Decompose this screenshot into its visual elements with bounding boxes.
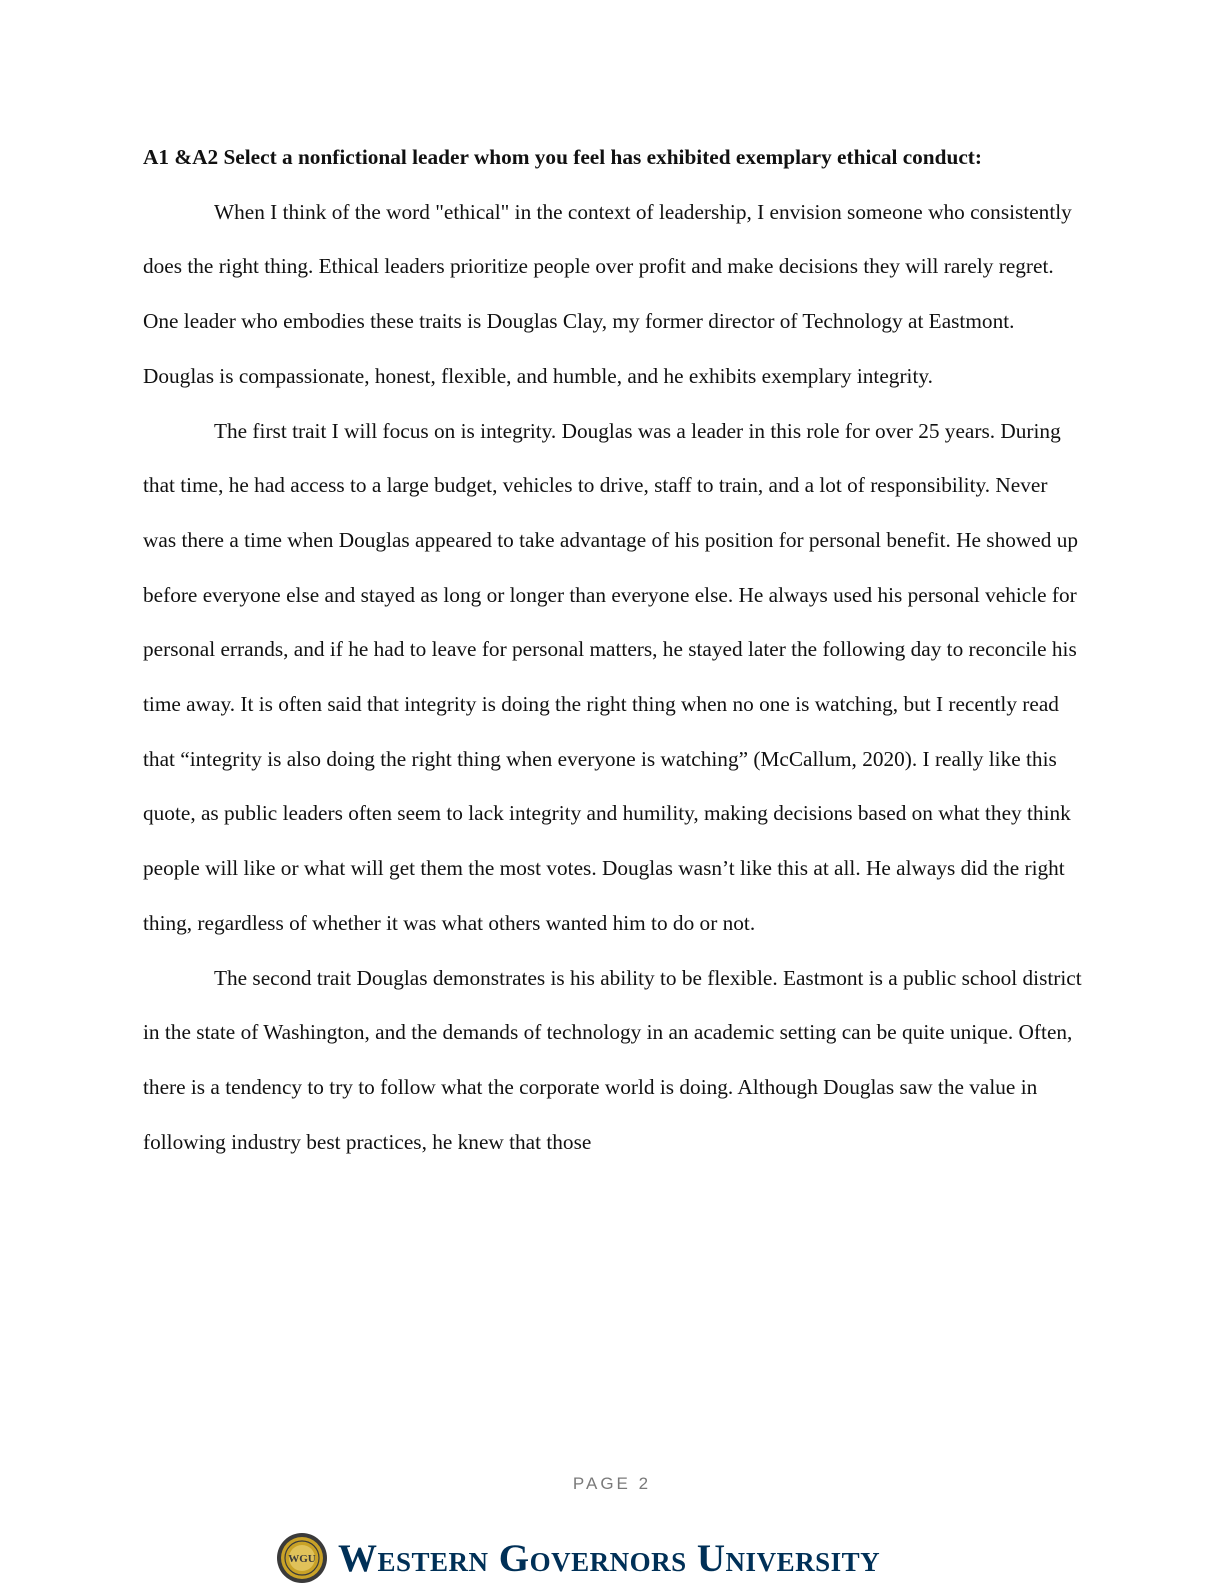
university-logo (276, 1530, 880, 1586)
section-heading: A1 &A2 Select a nonfictional leader whom you feel has exhibited exemplary ethical conduct: (143, 145, 982, 169)
document-body (143, 130, 1083, 1169)
page-number: PAGE 2 (572, 1474, 652, 1493)
university-seal-icon (276, 1532, 328, 1584)
paragraph: The first trait I will focus on is integrity. Douglas was a leader in this role for over 25 years. During that time, he had access to a large budget, vehicles to drive, staff to train, and a lot of responsibility. Never was there a time when Douglas appeared to take advantage of his position for personal benefit. He showed up before everyone else and stayed as long or longer than everyone else. He always used his personal vehicle for personal errands, and if he had to leave for personal matters, he stayed later the following day to reconcile his time away. It is often said that integrity is doing the right thing when no one is watching, but I recently read that “integrity is also doing the right thing when everyone is watching” (McCallum, 2020). I really like this quote, as public leaders often seem to lack integrity and humility, making decisions based on what they think people will like or what will get them the most votes. Douglas wasn’t like this at all. He always did the right thing, regardless of whether it was what others wanted him to do or not. (143, 418, 1078, 935)
svg-text:WGU: WGU (288, 1553, 316, 1565)
paragraph: When I think of the word "ethical" in the context of leadership, I envision someone who consistently does the right thing. Ethical leaders prioritize people over profit and make decisions they will rarely regret. One leader who embodies these traits is Douglas Clay, my former director of Technology at Eastmont. Douglas is compassionate, honest, flexible, and humble, and he exhibits exemplary integrity. (143, 199, 1072, 388)
paragraph: The second trait Douglas demonstrates is his ability to be flexible. Eastmont is a public school district in the state of Washington, and the demands of technology in an academic setting can be quite unique. Often, there is a tendency to try to follow what the corporate world is doing. Although Douglas saw the value in following industry best practices, he knew that those (143, 965, 1082, 1154)
university-name: Western Governors University (338, 1536, 881, 1580)
